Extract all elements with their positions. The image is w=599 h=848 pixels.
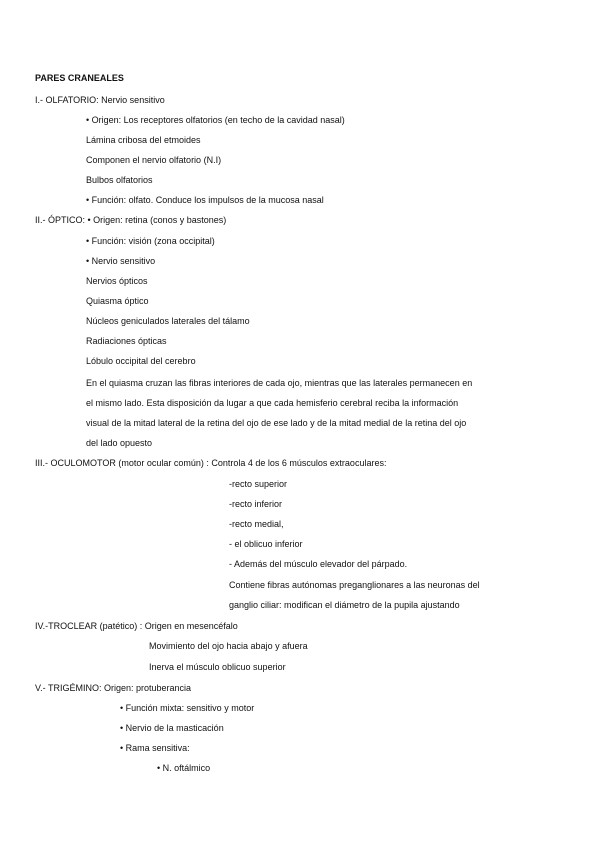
olfatorio-heading: I.- OLFATORIO: Nervio sensitivo <box>35 95 165 105</box>
optico-line: Núcleos geniculados laterales del tálamo <box>86 316 250 326</box>
optico-line: Nervios ópticos <box>86 276 148 286</box>
trigemino-line: • Nervio de la masticación <box>120 723 224 733</box>
olfatorio-line: Lámina cribosa del etmoides <box>86 135 201 145</box>
oculomotor-line: - Además del músculo elevador del párpado. <box>229 559 408 569</box>
trigemino-heading: V.- TRIGÉMINO: Origen: protuberancia <box>35 683 192 693</box>
optico-paragraph-line: del lado opuesto <box>86 438 153 448</box>
oculomotor-heading: III.- OCULOMOTOR (motor ocular común) : Controla 4 de los 6 músculos extraoculares: <box>35 458 387 468</box>
oculomotor-line: - el oblicuo inferior <box>229 539 303 549</box>
trigemino-line: • Rama sensitiva: <box>120 743 190 753</box>
optico-line: Quiasma óptico <box>86 296 149 306</box>
troclear-line: Inerva el músculo oblicuo superior <box>149 662 286 672</box>
trigemino-sub-line: • N. oftálmico <box>157 763 211 773</box>
troclear-line: Movimiento del ojo hacia abajo y afuera <box>149 641 308 651</box>
troclear-heading: IV.-TROCLEAR (patético) : Origen en mesencéfalo <box>35 621 238 631</box>
optico-paragraph-line: visual de la mitad lateral de la retina del ojo de ese lado y de la mitad medial de la retina del ojo <box>86 418 467 428</box>
optico-paragraph-line: En el quiasma cruzan las fibras interiores de cada ojo, mientras que las laterales permanecen en <box>86 378 473 388</box>
document-title: PARES CRANEALES <box>35 73 124 83</box>
trigemino-line: • Función mixta: sensitivo y motor <box>120 703 255 713</box>
optico-line: Lóbulo occipital del cerebro <box>86 356 196 366</box>
optico-line: Radiaciones ópticas <box>86 336 167 346</box>
oculomotor-line: -recto superior <box>229 479 288 489</box>
optico-line: • Función: visión (zona occipital) <box>86 236 215 246</box>
oculomotor-line: ganglio ciliar: modifican el diámetro de la pupila ajustando <box>229 600 460 610</box>
olfatorio-line: • Función: olfato. Conduce los impulsos de la mucosa nasal <box>86 195 324 205</box>
olfatorio-line: • Origen: Los receptores olfatorios (en techo de la cavidad nasal) <box>86 115 345 125</box>
oculomotor-line: -recto medial, <box>229 519 284 529</box>
optico-line: • Nervio sensitivo <box>86 256 156 266</box>
oculomotor-line: Contiene fibras autónomas preganglionares a las neuronas del <box>229 580 480 590</box>
olfatorio-line: Bulbos olfatorios <box>86 175 153 185</box>
olfatorio-line: Componen el nervio olfatorio (N.I) <box>86 155 222 165</box>
optico-paragraph-line: el mismo lado. Esta disposición da lugar a que cada hemisferio cerebral reciba la información <box>86 398 459 408</box>
oculomotor-line: -recto inferior <box>229 499 283 509</box>
optico-heading: II.- ÓPTICO: • Origen: retina (conos y bastones) <box>35 215 227 225</box>
